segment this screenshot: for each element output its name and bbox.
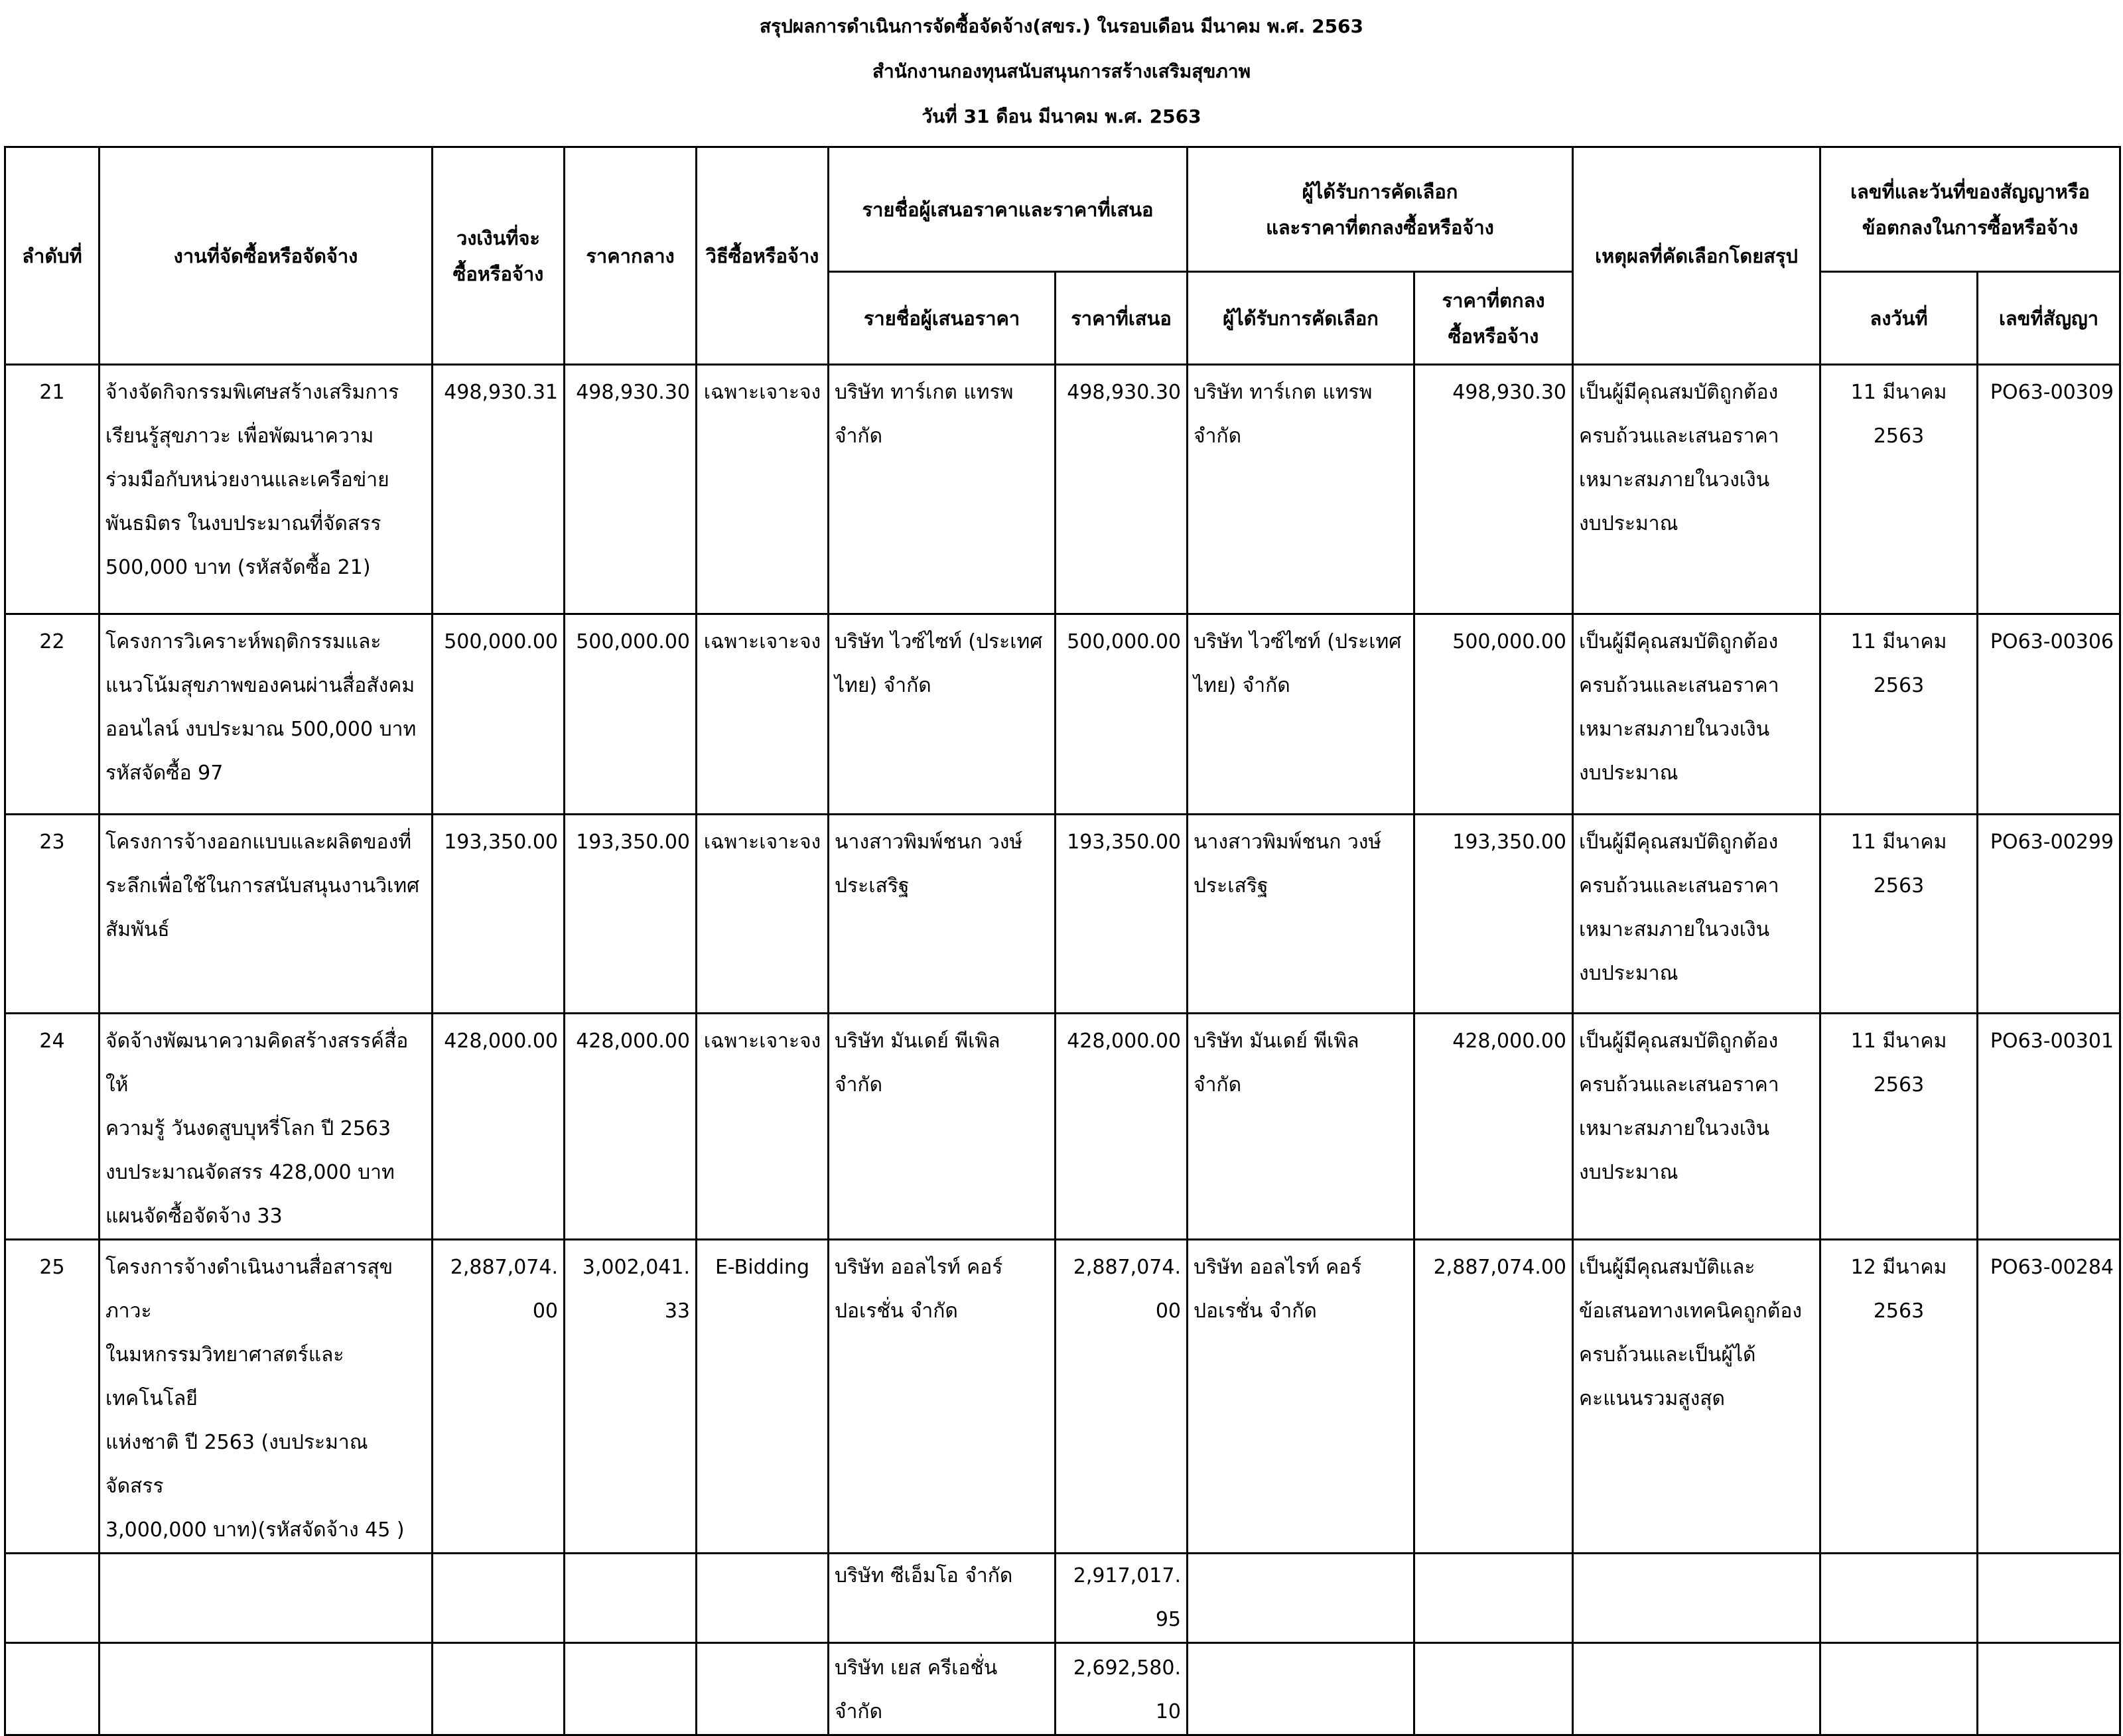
empty-cell bbox=[1188, 1643, 1414, 1735]
col-header-reason: เหตุผลที่คัดเลือกโดยสรุป bbox=[1573, 147, 1820, 365]
report-date: วันที่ 31 ดือน มีนาคม พ.ศ. 2563 bbox=[922, 105, 1201, 127]
bid-price-cell: 498,930.30 bbox=[1056, 365, 1188, 614]
bidder-name-cell: บริษัท ไวซ์ไซท์ (ประเทศ ไทย) จำกัด bbox=[829, 614, 1056, 815]
extra-bidder-row bbox=[5, 1554, 2120, 1643]
work-cell: โครงการจ้างออกแบบและผลิตของที่ ระลึกเพื่อใช้ในการสนับสนุนงานวิเทศ สัมพันธ์ bbox=[100, 815, 433, 1014]
contract-no-cell: PO63-00284 bbox=[1978, 1240, 2120, 1554]
budget-cell: 500,000.00 bbox=[433, 614, 565, 815]
col-header-budget: วงเงินที่จะ ซื้อหรือจ้าง bbox=[433, 147, 565, 365]
bidder-name-cell: บริษัท เยส ครีเอชั่น จำกัด bbox=[829, 1643, 1056, 1735]
bidder-name-cell: บริษัท มันเดย์ พีเพิล จำกัด bbox=[829, 1014, 1056, 1240]
empty-cell bbox=[697, 1643, 829, 1735]
table-body bbox=[5, 365, 2120, 1735]
seq-cell: 24 bbox=[5, 1014, 100, 1240]
method-cell: เฉพาะเจาะจง bbox=[697, 365, 829, 614]
col-header-selected-name: ผู้ได้รับการคัดเลือก bbox=[1188, 272, 1414, 365]
empty-cell bbox=[565, 1643, 697, 1735]
bid-price-cell: 2,887,074.00 bbox=[1056, 1240, 1188, 1554]
contract-no-cell: PO63-00299 bbox=[1978, 815, 2120, 1014]
bidder-name-cell: นางสาวพิมพ์ชนก วงษ์ ประเสริฐ bbox=[829, 815, 1056, 1014]
col-header-contract-date: ลงวันที่ bbox=[1820, 272, 1978, 365]
col-header-bid-price: ราคาที่เสนอ bbox=[1056, 272, 1188, 365]
work-cell: โครงการวิเคราะห์พฤติกรรมและ แนวโน้มสุขภาพของคนผ่านสื่อสังคม ออนไลน์ งบประมาณ 500,000 บาท รหัสจัดซื้อ 97 bbox=[100, 614, 433, 815]
work-cell: จ้างจัดกิจกรรมพิเศษสร้างเสริมการ เรียนรู้สุขภาวะ เพื่อพัฒนาความ ร่วมมือกับหน่วยงานและเครือข่าย พันธมิตร ในงบประมาณที่จัดสรร 500,000 บาท (รหัสจัดซื้อ 21) bbox=[100, 365, 433, 614]
work-cell: จัดจ้างพัฒนาความคิดสร้างสรรค์สื่อให้ ความรู้ วันงดสูบบุหรี่โลก ปี 2563 งบประมาณจัดสรร 428,000 บาท แผนจัดซื้อจัดจ้าง 33 bbox=[100, 1014, 433, 1240]
seq-cell: 23 bbox=[5, 815, 100, 1014]
agreed-price-cell: 428,000.00 bbox=[1414, 1014, 1573, 1240]
col-header-selected-group: ผู้ได้รับการคัดเลือก และราคาที่ตกลงซื้อหรือจ้าง bbox=[1188, 147, 1573, 272]
agreed-price-cell: 193,350.00 bbox=[1414, 815, 1573, 1014]
budget-cell: 428,000.00 bbox=[433, 1014, 565, 1240]
col-header-contract-no: เลขที่สัญญา bbox=[1978, 272, 2120, 365]
empty-cell bbox=[565, 1554, 697, 1643]
empty-cell bbox=[1820, 1643, 1978, 1735]
budget-cell: 193,350.00 bbox=[433, 815, 565, 1014]
seq-cell: 22 bbox=[5, 614, 100, 815]
empty-cell bbox=[697, 1554, 829, 1643]
agreed-price-cell: 500,000.00 bbox=[1414, 614, 1573, 815]
table-row bbox=[5, 1240, 2120, 1554]
median-price-cell: 498,930.30 bbox=[565, 365, 697, 614]
bid-price-cell: 2,917,017.95 bbox=[1056, 1554, 1188, 1643]
selected-name-cell: บริษัท มันเดย์ พีเพิล จำกัด bbox=[1188, 1014, 1414, 1240]
empty-cell bbox=[1573, 1554, 1820, 1643]
organization-name: สำนักงานกองทุนสนับสนุนการสร้างเสริมสุขภาพ bbox=[872, 60, 1251, 82]
empty-cell bbox=[433, 1643, 565, 1735]
col-header-method: วิธีซื้อหรือจ้าง bbox=[697, 147, 829, 365]
empty-cell bbox=[100, 1643, 433, 1735]
report-title: สรุปผลการดำเนินการจัดซื้อจัดจ้าง(สขร.) ในรอบเดือน มีนาคม พ.ศ. 2563 bbox=[759, 15, 1364, 37]
empty-cell bbox=[100, 1554, 433, 1643]
selected-name-cell: นางสาวพิมพ์ชนก วงษ์ ประเสริฐ bbox=[1188, 815, 1414, 1014]
method-cell: E-Bidding bbox=[697, 1240, 829, 1554]
budget-cell: 498,930.31 bbox=[433, 365, 565, 614]
bidder-name-cell: บริษัท ออลไรท์ คอร์ ปอเรชั่น จำกัด bbox=[829, 1240, 1056, 1554]
contract-date-cell: 11 มีนาคม 2563 bbox=[1820, 1014, 1978, 1240]
reason-cell: เป็นผู้มีคุณสมบัติและ ข้อเสนอทางเทคนิคถูกต้อง ครบถ้วนและเป็นผู้ได้ คะแนนรวมสูงสุด bbox=[1573, 1240, 1820, 1554]
bid-price-cell: 193,350.00 bbox=[1056, 815, 1188, 1014]
bidder-name-cell: บริษัท ซีเอ็มโอ จำกัด bbox=[829, 1554, 1056, 1643]
seq-cell: 25 bbox=[5, 1240, 100, 1554]
col-header-bidder-name: รายชื่อผู้เสนอราคา bbox=[829, 272, 1056, 365]
table-row bbox=[5, 365, 2120, 614]
contract-date-cell: 11 มีนาคม 2563 bbox=[1820, 365, 1978, 614]
bid-price-cell: 428,000.00 bbox=[1056, 1014, 1188, 1240]
selected-name-cell: บริษัท ออลไรท์ คอร์ ปอเรชั่น จำกัด bbox=[1188, 1240, 1414, 1554]
bidder-name-cell: บริษัท ทาร์เกต แทรพ จำกัด bbox=[829, 365, 1056, 614]
empty-cell bbox=[1978, 1554, 2120, 1643]
method-cell: เฉพาะเจาะจง bbox=[697, 815, 829, 1014]
table-row bbox=[5, 614, 2120, 815]
median-price-cell: 3,002,041.33 bbox=[565, 1240, 697, 1554]
report-header bbox=[0, 4, 2123, 139]
reason-cell: เป็นผู้มีคุณสมบัติถูกต้อง ครบถ้วนและเสนอราคา เหมาะสมภายในวงเงิน งบประมาณ bbox=[1573, 365, 1820, 614]
empty-cell bbox=[1414, 1643, 1573, 1735]
table-row bbox=[5, 815, 2120, 1014]
reason-cell: เป็นผู้มีคุณสมบัติถูกต้อง ครบถ้วนและเสนอราคา เหมาะสมภายในวงเงิน งบประมาณ bbox=[1573, 614, 1820, 815]
contract-no-cell: PO63-00306 bbox=[1978, 614, 2120, 815]
reason-cell: เป็นผู้มีคุณสมบัติถูกต้อง ครบถ้วนและเสนอราคา เหมาะสมภายในวงเงิน งบประมาณ bbox=[1573, 815, 1820, 1014]
extra-bidder-row bbox=[5, 1643, 2120, 1735]
contract-date-cell: 12 มีนาคม 2563 bbox=[1820, 1240, 1978, 1554]
procurement-table bbox=[4, 146, 2121, 1736]
table-header bbox=[5, 147, 2120, 365]
col-header-median-price: ราคากลาง bbox=[565, 147, 697, 365]
selected-name-cell: บริษัท ทาร์เกต แทรพ จำกัด bbox=[1188, 365, 1414, 614]
empty-cell bbox=[1414, 1554, 1573, 1643]
work-cell: โครงการจ้างดำเนินงานสื่อสารสุขภาวะ ในมหกรรมวิทยาศาสตร์และเทคโนโลยี แห่งชาติ ปี 2563 (งบประมาณจัดสรร 3,000,000 บาท)(รหัสจัดจ้าง 45 ) bbox=[100, 1240, 433, 1554]
col-header-seq: ลำดับที่ bbox=[5, 147, 100, 365]
empty-cell bbox=[1978, 1643, 2120, 1735]
contract-no-cell: PO63-00301 bbox=[1978, 1014, 2120, 1240]
col-header-contract-group: เลขที่และวันที่ของสัญญาหรือ ข้อตกลงในการซื้อหรือจ้าง bbox=[1820, 147, 2120, 272]
median-price-cell: 428,000.00 bbox=[565, 1014, 697, 1240]
empty-cell bbox=[1188, 1554, 1414, 1643]
bid-price-cell: 500,000.00 bbox=[1056, 614, 1188, 815]
col-header-agreed-price: ราคาที่ตกลง ซื้อหรือจ้าง bbox=[1414, 272, 1573, 365]
empty-cell bbox=[5, 1643, 100, 1735]
col-header-work: งานที่จัดซื้อหรือจัดจ้าง bbox=[100, 147, 433, 365]
bid-price-cell: 2,692,580.10 bbox=[1056, 1643, 1188, 1735]
method-cell: เฉพาะเจาะจง bbox=[697, 1014, 829, 1240]
selected-name-cell: บริษัท ไวซ์ไซท์ (ประเทศ ไทย) จำกัด bbox=[1188, 614, 1414, 815]
median-price-cell: 193,350.00 bbox=[565, 815, 697, 1014]
contract-date-cell: 11 มีนาคม 2563 bbox=[1820, 614, 1978, 815]
reason-cell: เป็นผู้มีคุณสมบัติถูกต้อง ครบถ้วนและเสนอราคา เหมาะสมภายในวงเงิน งบประมาณ bbox=[1573, 1014, 1820, 1240]
median-price-cell: 500,000.00 bbox=[565, 614, 697, 815]
contract-date-cell: 11 มีนาคม 2563 bbox=[1820, 815, 1978, 1014]
empty-cell bbox=[1820, 1554, 1978, 1643]
table-row bbox=[5, 1014, 2120, 1240]
seq-cell: 21 bbox=[5, 365, 100, 614]
method-cell: เฉพาะเจาะจง bbox=[697, 614, 829, 815]
agreed-price-cell: 498,930.30 bbox=[1414, 365, 1573, 614]
budget-cell: 2,887,074.00 bbox=[433, 1240, 565, 1554]
empty-cell bbox=[5, 1554, 100, 1643]
agreed-price-cell: 2,887,074.00 bbox=[1414, 1240, 1573, 1554]
empty-cell bbox=[433, 1554, 565, 1643]
contract-no-cell: PO63-00309 bbox=[1978, 365, 2120, 614]
col-header-bidders-group: รายชื่อผู้เสนอราคาและราคาที่เสนอ bbox=[829, 147, 1188, 272]
empty-cell bbox=[1573, 1643, 1820, 1735]
